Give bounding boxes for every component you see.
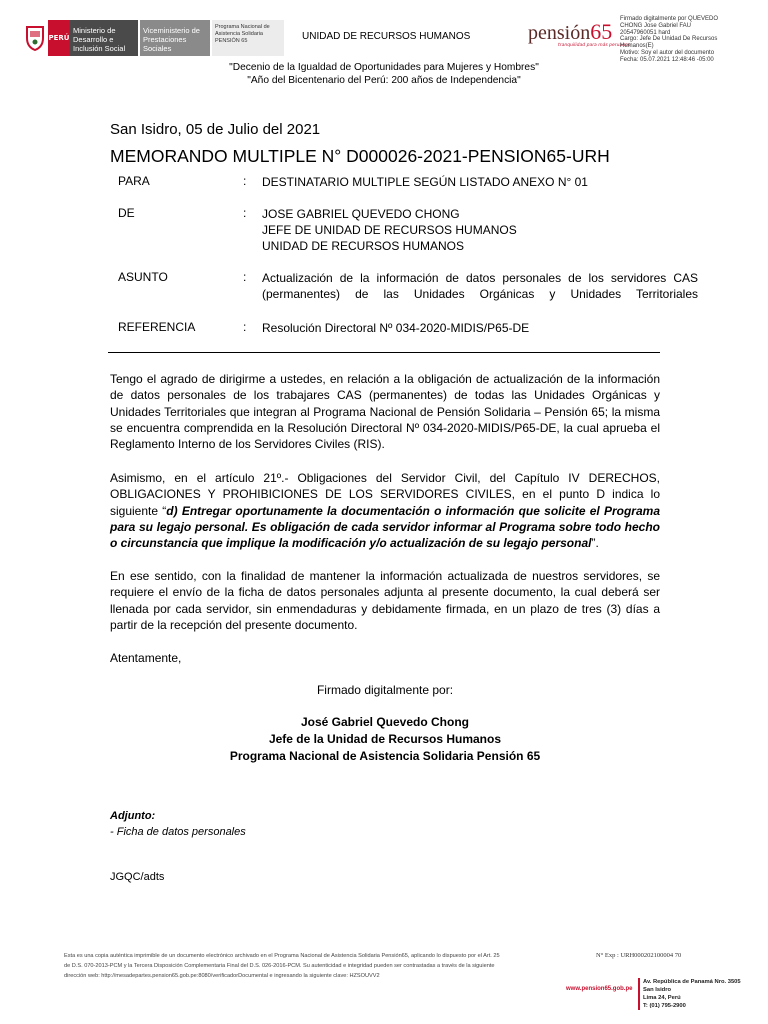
p2-end: ”.	[591, 536, 599, 551]
address-line: Lima 24, Perú	[643, 995, 681, 1001]
de-line: JOSE GABRIEL QUEVEDO CHONG	[262, 207, 460, 221]
address-line: San Isidro	[643, 987, 672, 993]
footer-line: de D.S. 070-2013-PCM y la Tercera Disposición Complementaria Final del D.S. 026-2016-PCM. Su autenticidad e integridad pueden ser contrastadas a través de la siguiente	[64, 962, 495, 969]
ministry-logo: Ministerio de Desarrollo e Inclusión Social	[70, 20, 138, 56]
footer-line: dirección web: http://mesadepartes.pension65.gob.pe:8080/verificadorDocumental e ingresando la siguiente clave: HZSOUVV2	[64, 972, 380, 979]
p2-quote: d) Entregar oportunamente la documentación o información que solicite el Programa para su legajo personal. Es obligación de cada servidor informar al Programa sobre todo hecho o circunstancia que implique la modificación y/o actualización de su legajo personal	[110, 503, 660, 551]
peru-logo: PERÚ	[48, 20, 70, 56]
asunto-colon: :	[243, 270, 247, 284]
signer-org: Programa Nacional de Asistencia Solidaria Pensión 65	[229, 749, 541, 763]
brand-tagline: tranquilidad para más peruanos	[558, 43, 631, 48]
address-block	[638, 978, 741, 1010]
brand-word: pensión	[528, 22, 591, 44]
p2-intro: Asimismo, en el artículo 21º.- Obligaciones del Servidor Civil, del Capítulo IV DERECHOS, OBLIGACIONES Y PROHIBICIONES DE LOS SERVIDORES CIVILES, en el punto D indica lo siguiente “	[110, 471, 660, 518]
referencia-value: Resolución Directoral Nº 034-2020-MIDIS/P65-DE	[262, 321, 530, 335]
unit-header: UNIDAD DE RECURSOS HUMANOS	[302, 31, 471, 42]
para-colon: :	[243, 174, 247, 188]
brand-number: 65	[590, 19, 613, 44]
body-paragraph-2	[110, 470, 660, 551]
asunto-label: ASUNTO	[118, 270, 168, 284]
signature-line: Motivo: Soy el autor del documento	[620, 49, 715, 56]
memo-date: San Isidro, 05 de Julio del 2021	[110, 121, 321, 138]
address-line: Av. República de Panamá Nro. 3505	[643, 979, 741, 985]
signature-line: Cargo: Jefe De Unidad De Recursos	[620, 36, 718, 43]
header-divider	[108, 352, 660, 353]
para-value: DESTINATARIO MULTIPLE SEGÚN LISTADO ANEXO N° 01	[262, 175, 588, 189]
de-value	[262, 206, 698, 254]
viceministry-logo: Viceministerio de Prestaciones Sociales	[140, 20, 210, 56]
coat-of-arms-icon	[22, 20, 48, 56]
address-line: T: (01) 795-2900	[643, 1003, 686, 1009]
de-line: UNIDAD DE RECURSOS HUMANOS	[262, 239, 465, 253]
signature-line: Humanos(E)	[620, 43, 654, 50]
body-paragraph-1: Tengo el agrado de dirigirme a ustedes, en relación a la obligación de actualización de la información de datos personales de los trabajares CAS (permanentes) de todas las Unidades Orgánicas y Unidades Territoriales que integran al Programa Nacional de Pensión Solidaria – Pensión 65; la misma se encuentra comprendida en la Resolución Directoral Nº 034-2020-MIDIS/P65-DE, la cual aprueba el Reglamento Interno de los Servidores Civiles (RIS).	[110, 372, 660, 452]
digital-signature-stamp	[620, 16, 760, 64]
de-colon: :	[243, 206, 247, 220]
program-logo: Programa Nacional de Asistencia Solidaria PENSIÓN 65	[212, 20, 284, 56]
website-link[interactable]: www.pension65.gob.pe	[566, 986, 633, 992]
attachment-item: - Ficha de datos personales	[110, 826, 246, 838]
closing: Atentamente,	[110, 651, 182, 665]
de-line: JEFE DE UNIDAD DE RECURSOS HUMANOS	[262, 223, 517, 237]
authenticity-notice	[64, 952, 564, 981]
para-label: PARA	[118, 174, 150, 188]
memo-title: MEMORANDO MULTIPLE N° D000026-2021-PENSION65-URH	[110, 146, 610, 166]
asunto-value	[262, 270, 698, 302]
government-logo-banner	[22, 20, 294, 56]
footer-line: Esta es una copia auténtica imprimible de un documento electrónico archivado en el Programa Nacional de Asistencia Solidaria Pensión65, aplicando lo dispuesto por el Art. 25	[64, 953, 500, 959]
signature-line: CHONG Jose Gabriel FAU	[620, 22, 692, 29]
decree-line-1: "Decenio de la Igualdad de Oportunidades para Mujeres y Hombres"	[229, 62, 539, 73]
initials: JGQC/adts	[110, 871, 165, 883]
signature-line: Fecha: 05.07.2021 12:48:46 -05:00	[620, 56, 714, 63]
pension65-logo	[528, 19, 631, 48]
asunto-line: (permanentes) de las Unidades Orgánicas y Unidades Territoriales	[262, 287, 698, 301]
referencia-label: REFERENCIA	[118, 320, 196, 334]
signature-line: 20547960051 hard	[620, 29, 671, 36]
referencia-colon: :	[243, 320, 247, 334]
signed-label: Firmado digitalmente por:	[316, 683, 454, 697]
signature-line: Firmado digitalmente por QUEVEDO	[620, 16, 719, 22]
expediente-number: N° Exp : URH000202100004 70	[596, 952, 682, 959]
de-label: DE	[118, 206, 135, 220]
asunto-line: Actualización de la información de datos personales de los servidores CAS	[262, 271, 698, 285]
attachment-label: Adjunto:	[110, 810, 156, 822]
signer-name: José Gabriel Quevedo Chong	[300, 715, 470, 729]
body-paragraph-3: En ese sentido, con la finalidad de mantener la información actualizada de nuestros servidores, se requiere el envío de la ficha de datos personales adjunta al presente documento, la cual deberá ser llenada por cada servidor, sin enmendaduras y debidamente firmada, en un plazo de tres (3) días a partir de la recepción del presente documento.	[110, 569, 660, 632]
signer-role: Jefe de la Unidad de Recursos Humanos	[268, 732, 502, 746]
decree-line-2: "Año del Bicentenario del Perú: 200 años de Independencia"	[247, 75, 521, 86]
